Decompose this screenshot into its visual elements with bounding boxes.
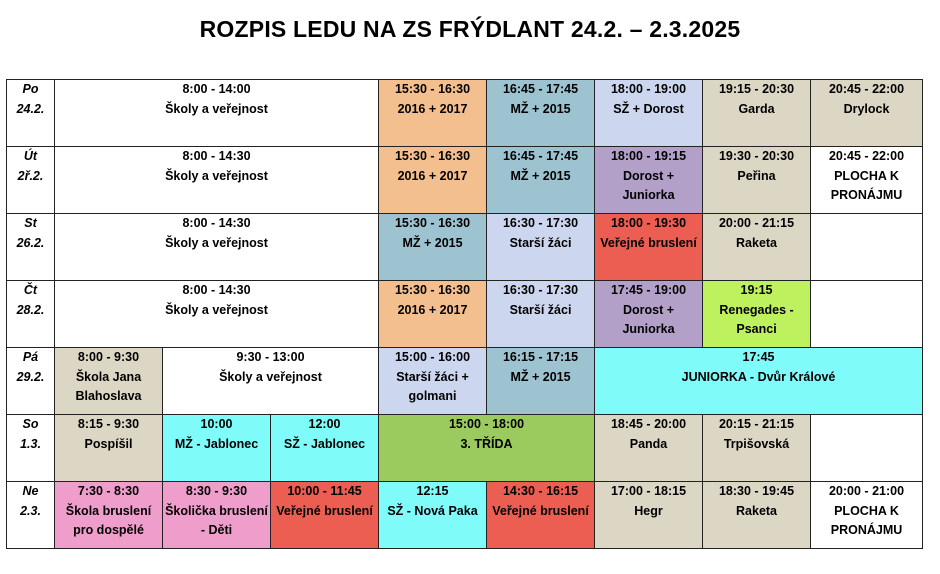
slot-label: 2016 + 2017 (397, 101, 468, 116)
slot-time: 16:30 - 17:30 (502, 283, 579, 297)
day-name: St (24, 216, 37, 230)
day-date: 24.2. (16, 101, 45, 116)
slot-time: 18:00 - 19:00 (610, 82, 687, 96)
day-header (7, 80, 55, 147)
booking-slot (379, 348, 487, 415)
booking-slot (379, 482, 487, 549)
day-date: 1.3. (20, 436, 41, 451)
booking-slot (703, 482, 811, 549)
booking-slot (811, 482, 923, 549)
slot-label: Školy a veřejnost (165, 235, 268, 250)
slot-label: Garda (738, 101, 775, 116)
slot-label: MŽ + 2015 (510, 369, 571, 384)
day-row (7, 281, 923, 348)
slot-time: 18:30 - 19:45 (718, 484, 795, 498)
ice-schedule-table (6, 79, 923, 549)
booking-slot (487, 80, 595, 147)
slot-time: 8:00 - 14:30 (182, 283, 251, 297)
slot-label: MŽ + 2015 (510, 101, 571, 116)
slot-label: Škola Jana Blahoslava (75, 369, 142, 403)
day-row (7, 214, 923, 281)
slot-time: 15:00 - 16:00 (394, 350, 471, 364)
slot-time: 18:45 - 20:00 (610, 417, 687, 431)
booking-slot (55, 147, 379, 214)
day-date: 26.2. (16, 235, 45, 250)
slot-time: 16:45 - 17:45 (502, 149, 579, 163)
slot-time: 15:00 - 18:00 (448, 417, 525, 431)
slot-time: 17:45 - 19:00 (610, 283, 687, 297)
day-name: Čt (23, 283, 38, 297)
day-name: So (22, 417, 39, 431)
slot-time: 20:00 - 21:00 (828, 484, 905, 498)
slot-label: Trpišovská (723, 436, 790, 451)
slot-label: Pospíšil (84, 436, 133, 451)
slot-label: Školička bruslení - Děti (165, 503, 268, 537)
slot-time: 15:30 - 16:30 (394, 283, 471, 297)
schedule-title: ROZPIS LEDU NA ZS FRÝDLANT 24.2. – 2.3.2025 (199, 16, 741, 42)
booking-slot (703, 415, 811, 482)
slot-label: MŽ + 2015 (402, 235, 463, 250)
day-date: 2ř.2. (17, 168, 44, 183)
slot-time: 20:15 - 21:15 (718, 417, 795, 431)
slot-time: 7:30 - 8:30 (77, 484, 140, 498)
booking-slot (595, 415, 703, 482)
booking-slot (379, 214, 487, 281)
day-name: Út (23, 149, 38, 163)
slot-label: Raketa (736, 503, 778, 518)
booking-slot (55, 214, 379, 281)
slot-time: 20:45 - 22:00 (828, 149, 905, 163)
booking-slot (55, 482, 163, 549)
booking-slot (487, 348, 595, 415)
slot-time: 8:30 - 9:30 (185, 484, 248, 498)
booking-slot (703, 214, 811, 281)
slot-label: PLOCHA K PRONÁJMU (830, 503, 903, 537)
slot-label: MŽ - Jablonec (174, 436, 259, 451)
day-row (7, 482, 923, 549)
slot-label: Raketa (736, 235, 778, 250)
slot-label: Školy a veřejnost (219, 369, 322, 384)
booking-slot (487, 482, 595, 549)
slot-time: 17:45 (742, 350, 775, 364)
booking-slot (163, 348, 379, 415)
booking-slot (379, 80, 487, 147)
day-header (7, 348, 55, 415)
booking-slot (595, 348, 923, 415)
slot-label: JUNIORKA - Dvůr Králové (681, 369, 836, 384)
slot-label: Renegades - Psanci (719, 302, 794, 336)
slot-label: 2016 + 2017 (397, 168, 468, 183)
booking-slot (271, 482, 379, 549)
day-row (7, 147, 923, 214)
slot-time: 9:30 - 13:00 (236, 350, 305, 364)
slot-time: 20:45 - 22:00 (828, 82, 905, 96)
slot-label: 3. TŘÍDA (460, 436, 513, 451)
slot-time: 17:00 - 18:15 (610, 484, 687, 498)
day-header (7, 147, 55, 214)
day-header (7, 415, 55, 482)
day-row (7, 80, 923, 147)
empty-slot (811, 415, 923, 482)
day-date: 2.3. (20, 503, 41, 518)
slot-time: 16:45 - 17:45 (502, 82, 579, 96)
day-name: Po (22, 82, 39, 96)
slot-label: Školy a veřejnost (165, 302, 268, 317)
slot-label: Dorost + Juniorka (622, 302, 675, 336)
day-row (7, 415, 923, 482)
slot-time: 8:00 - 14:00 (182, 82, 251, 96)
booking-slot (703, 80, 811, 147)
booking-slot (595, 80, 703, 147)
slot-time: 8:00 - 14:30 (182, 149, 251, 163)
booking-slot (163, 415, 271, 482)
booking-slot (379, 415, 595, 482)
slot-label: SŽ + Dorost (613, 101, 684, 116)
slot-time: 16:30 - 17:30 (502, 216, 579, 230)
booking-slot (595, 147, 703, 214)
day-date: 28.2. (16, 302, 45, 317)
booking-slot (55, 348, 163, 415)
booking-slot (703, 281, 811, 348)
slot-time: 16:15 - 17:15 (502, 350, 579, 364)
booking-slot (487, 147, 595, 214)
slot-label: Peřina (737, 168, 776, 183)
slot-time: 15:30 - 16:30 (394, 216, 471, 230)
slot-time: 18:00 - 19:30 (610, 216, 687, 230)
slot-time: 12:15 (416, 484, 449, 498)
booking-slot (379, 281, 487, 348)
booking-slot (811, 80, 923, 147)
booking-slot (55, 281, 379, 348)
slot-label: Drylock (843, 101, 890, 116)
slot-label: SŽ - Jablonec (283, 436, 366, 451)
slot-time: 8:15 - 9:30 (77, 417, 140, 431)
slot-time: 19:15 (740, 283, 773, 297)
slot-time: 19:30 - 20:30 (718, 149, 795, 163)
slot-label: SŽ - Nová Paka (387, 503, 478, 518)
booking-slot (271, 415, 379, 482)
slot-label: Veřejné bruslení (492, 503, 589, 518)
slot-label: Veřejné bruslení (276, 503, 373, 518)
slot-label: PLOCHA K PRONÁJMU (830, 168, 903, 202)
booking-slot (595, 482, 703, 549)
slot-time: 8:00 - 9:30 (77, 350, 140, 364)
slot-time: 12:00 (308, 417, 341, 431)
booking-slot (487, 214, 595, 281)
empty-slot (811, 214, 923, 281)
day-name: Pá (22, 350, 39, 364)
slot-time: 18:00 - 19:15 (610, 149, 687, 163)
day-header (7, 281, 55, 348)
slot-time: 10:00 (200, 417, 233, 431)
slot-label: Hegr (634, 503, 663, 518)
slot-time: 20:00 - 21:15 (718, 216, 795, 230)
slot-label: Školy a veřejnost (165, 168, 268, 183)
day-name: Ne (22, 484, 39, 498)
slot-time: 15:30 - 16:30 (394, 149, 471, 163)
day-row (7, 348, 923, 415)
slot-label: Starší žáci (509, 235, 572, 250)
slot-label: Školy a veřejnost (165, 101, 268, 116)
slot-label: Škola bruslení pro dospělé (65, 503, 152, 537)
booking-slot (55, 80, 379, 147)
slot-time: 10:00 - 11:45 (287, 484, 362, 498)
slot-label: Starší žáci (509, 302, 572, 317)
slot-label: 2016 + 2017 (397, 302, 468, 317)
booking-slot (487, 281, 595, 348)
slot-label: Dorost + Juniorka (622, 168, 675, 202)
booking-slot (55, 415, 163, 482)
slot-label: Starší žáci + golmani (396, 369, 469, 403)
booking-slot (595, 281, 703, 348)
slot-label: Panda (629, 436, 668, 451)
booking-slot (703, 147, 811, 214)
empty-slot (811, 281, 923, 348)
slot-label: MŽ + 2015 (510, 168, 571, 183)
booking-slot (811, 147, 923, 214)
day-header (7, 482, 55, 549)
slot-time: 19:15 - 20:30 (718, 82, 795, 96)
booking-slot (595, 214, 703, 281)
slot-time: 15:30 - 16:30 (394, 82, 471, 96)
booking-slot (379, 147, 487, 214)
slot-label: Veřejné bruslení (600, 235, 697, 250)
slot-time: 14:30 - 16:15 (502, 484, 579, 498)
slot-time: 8:00 - 14:30 (182, 216, 251, 230)
day-header (7, 214, 55, 281)
day-date: 29.2. (16, 369, 45, 384)
booking-slot (163, 482, 271, 549)
